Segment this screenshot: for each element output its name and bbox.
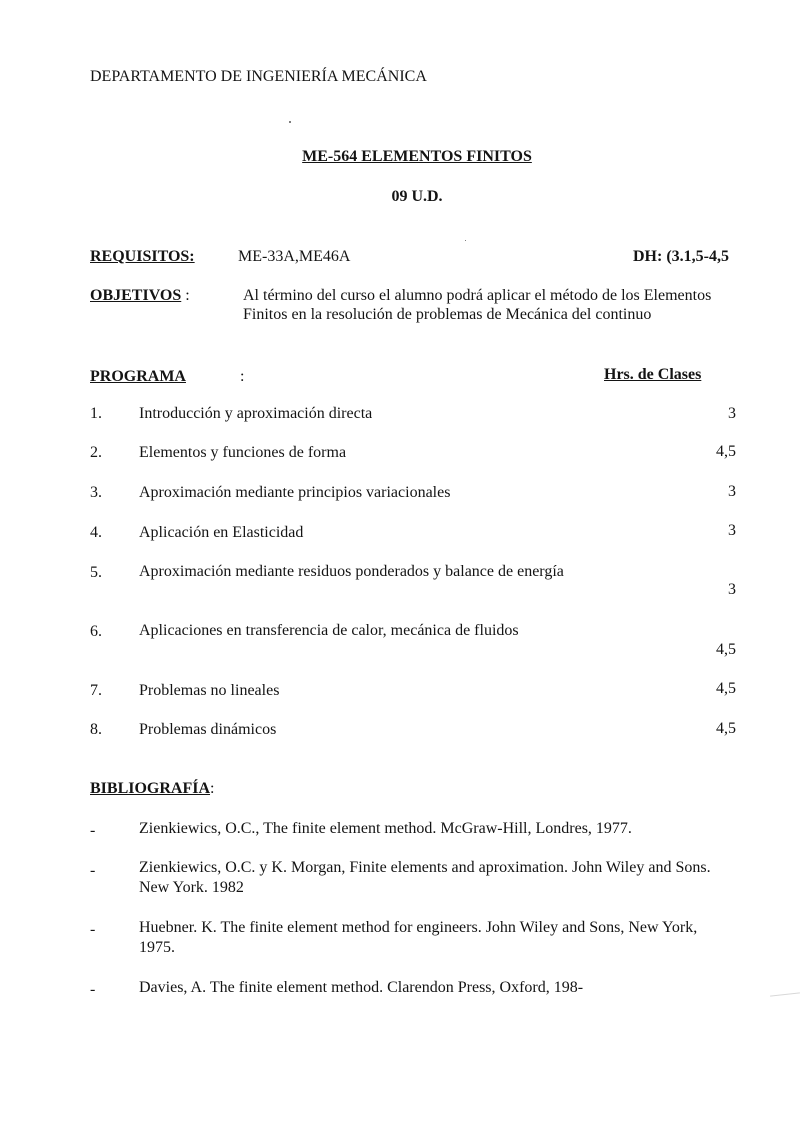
bibliography-bullet: -: [90, 981, 96, 998]
bibliography-entry-line: 1975.: [139, 939, 175, 956]
programa-item-hours: 3: [728, 581, 736, 598]
objetivos-colon: :: [185, 287, 190, 304]
programa-item-num: 4.: [90, 524, 102, 541]
bibliography-entry-line: Davies, A. The finite element method. Clarendon Press, Oxford, 198-: [139, 979, 584, 996]
programa-item-hours: 3: [728, 483, 736, 500]
course-units: 09 U.D.: [391, 188, 443, 205]
bibliography-entry-line: Huebner. K. The finite element method for engineers. John Wiley and Sons, New York,: [139, 919, 698, 936]
programa-item-hours: 3: [728, 405, 736, 422]
programa-item-title: Aproximación mediante residuos ponderados y balance de energía: [139, 563, 564, 580]
programa-item-title: Elementos y funciones de forma: [139, 444, 347, 461]
scan-speck: [289, 121, 291, 123]
programa-item-num: 5.: [90, 564, 102, 581]
programa-item-hours: 4,5: [716, 641, 736, 658]
bibliography-entry-line: New York. 1982: [139, 879, 244, 896]
objetivos-heading: [90, 287, 190, 305]
programa-label: PROGRAMA: [90, 368, 186, 385]
bibliografia-colon: :: [210, 780, 215, 797]
programa-item-num: 1.: [90, 405, 102, 422]
programa-item-hours: 4,5: [716, 680, 736, 697]
bibliography-bullet: -: [90, 822, 96, 839]
hours-column-header: Hrs. de Clases: [604, 366, 702, 383]
programa-item-title: Problemas dinámicos: [139, 721, 277, 738]
bibliography-bullet: -: [90, 862, 96, 879]
programa-item-hours: 3: [728, 522, 736, 539]
programa-item-title: Aplicación en Elasticidad: [139, 524, 304, 541]
dh-hours: DH: (3.1,5-4,5: [633, 248, 729, 265]
bibliography-entry-line: Zienkiewics, O.C., The finite element method. McGraw-Hill, Londres, 1977.: [139, 820, 632, 837]
scan-speck: [465, 240, 466, 241]
department-heading: DEPARTAMENTO DE INGENIERÍA MECÁNICA: [90, 68, 427, 85]
programa-item-hours: 4,5: [716, 443, 736, 460]
bibliografia-heading: [90, 780, 214, 798]
programa-item-num: 2.: [90, 444, 102, 461]
requisitos-label: REQUISITOS:: [90, 248, 195, 265]
programa-item-num: 8.: [90, 721, 102, 738]
programa-item-num: 7.: [90, 682, 102, 699]
programa-item-title: Problemas no lineales: [139, 682, 280, 699]
programa-item-title: Aproximación mediante principios variacionales: [139, 484, 451, 501]
objetivos-text-line-1: Al término del curso el alumno podrá aplicar el método de los Elementos: [243, 287, 712, 304]
bibliography-entry-line: Zienkiewics, O.C. y K. Morgan, Finite elements and aproximation. John Wiley and Sons.: [139, 859, 711, 876]
scan-artifact-line: [770, 992, 800, 996]
requisitos-value: ME-33A,ME46A: [238, 248, 351, 265]
programa-item-title: Aplicaciones en transferencia de calor, mecánica de fluidos: [139, 622, 519, 639]
course-title: ME-564 ELEMENTOS FINITOS: [302, 148, 532, 165]
bibliography-bullet: -: [90, 921, 96, 938]
programa-item-title: Introducción y aproximación directa: [139, 405, 373, 422]
programa-item-num: 3.: [90, 484, 102, 501]
programa-colon: :: [240, 368, 245, 385]
programa-item-hours: 4,5: [716, 720, 736, 737]
objetivos-label: OBJETIVOS: [90, 287, 182, 304]
programa-item-num: 6.: [90, 623, 102, 640]
objetivos-text-line-2: Finitos en la resolución de problemas de Mecánica del continuo: [243, 306, 652, 323]
bibliografia-label: BIBLIOGRAFÍA: [90, 780, 211, 797]
